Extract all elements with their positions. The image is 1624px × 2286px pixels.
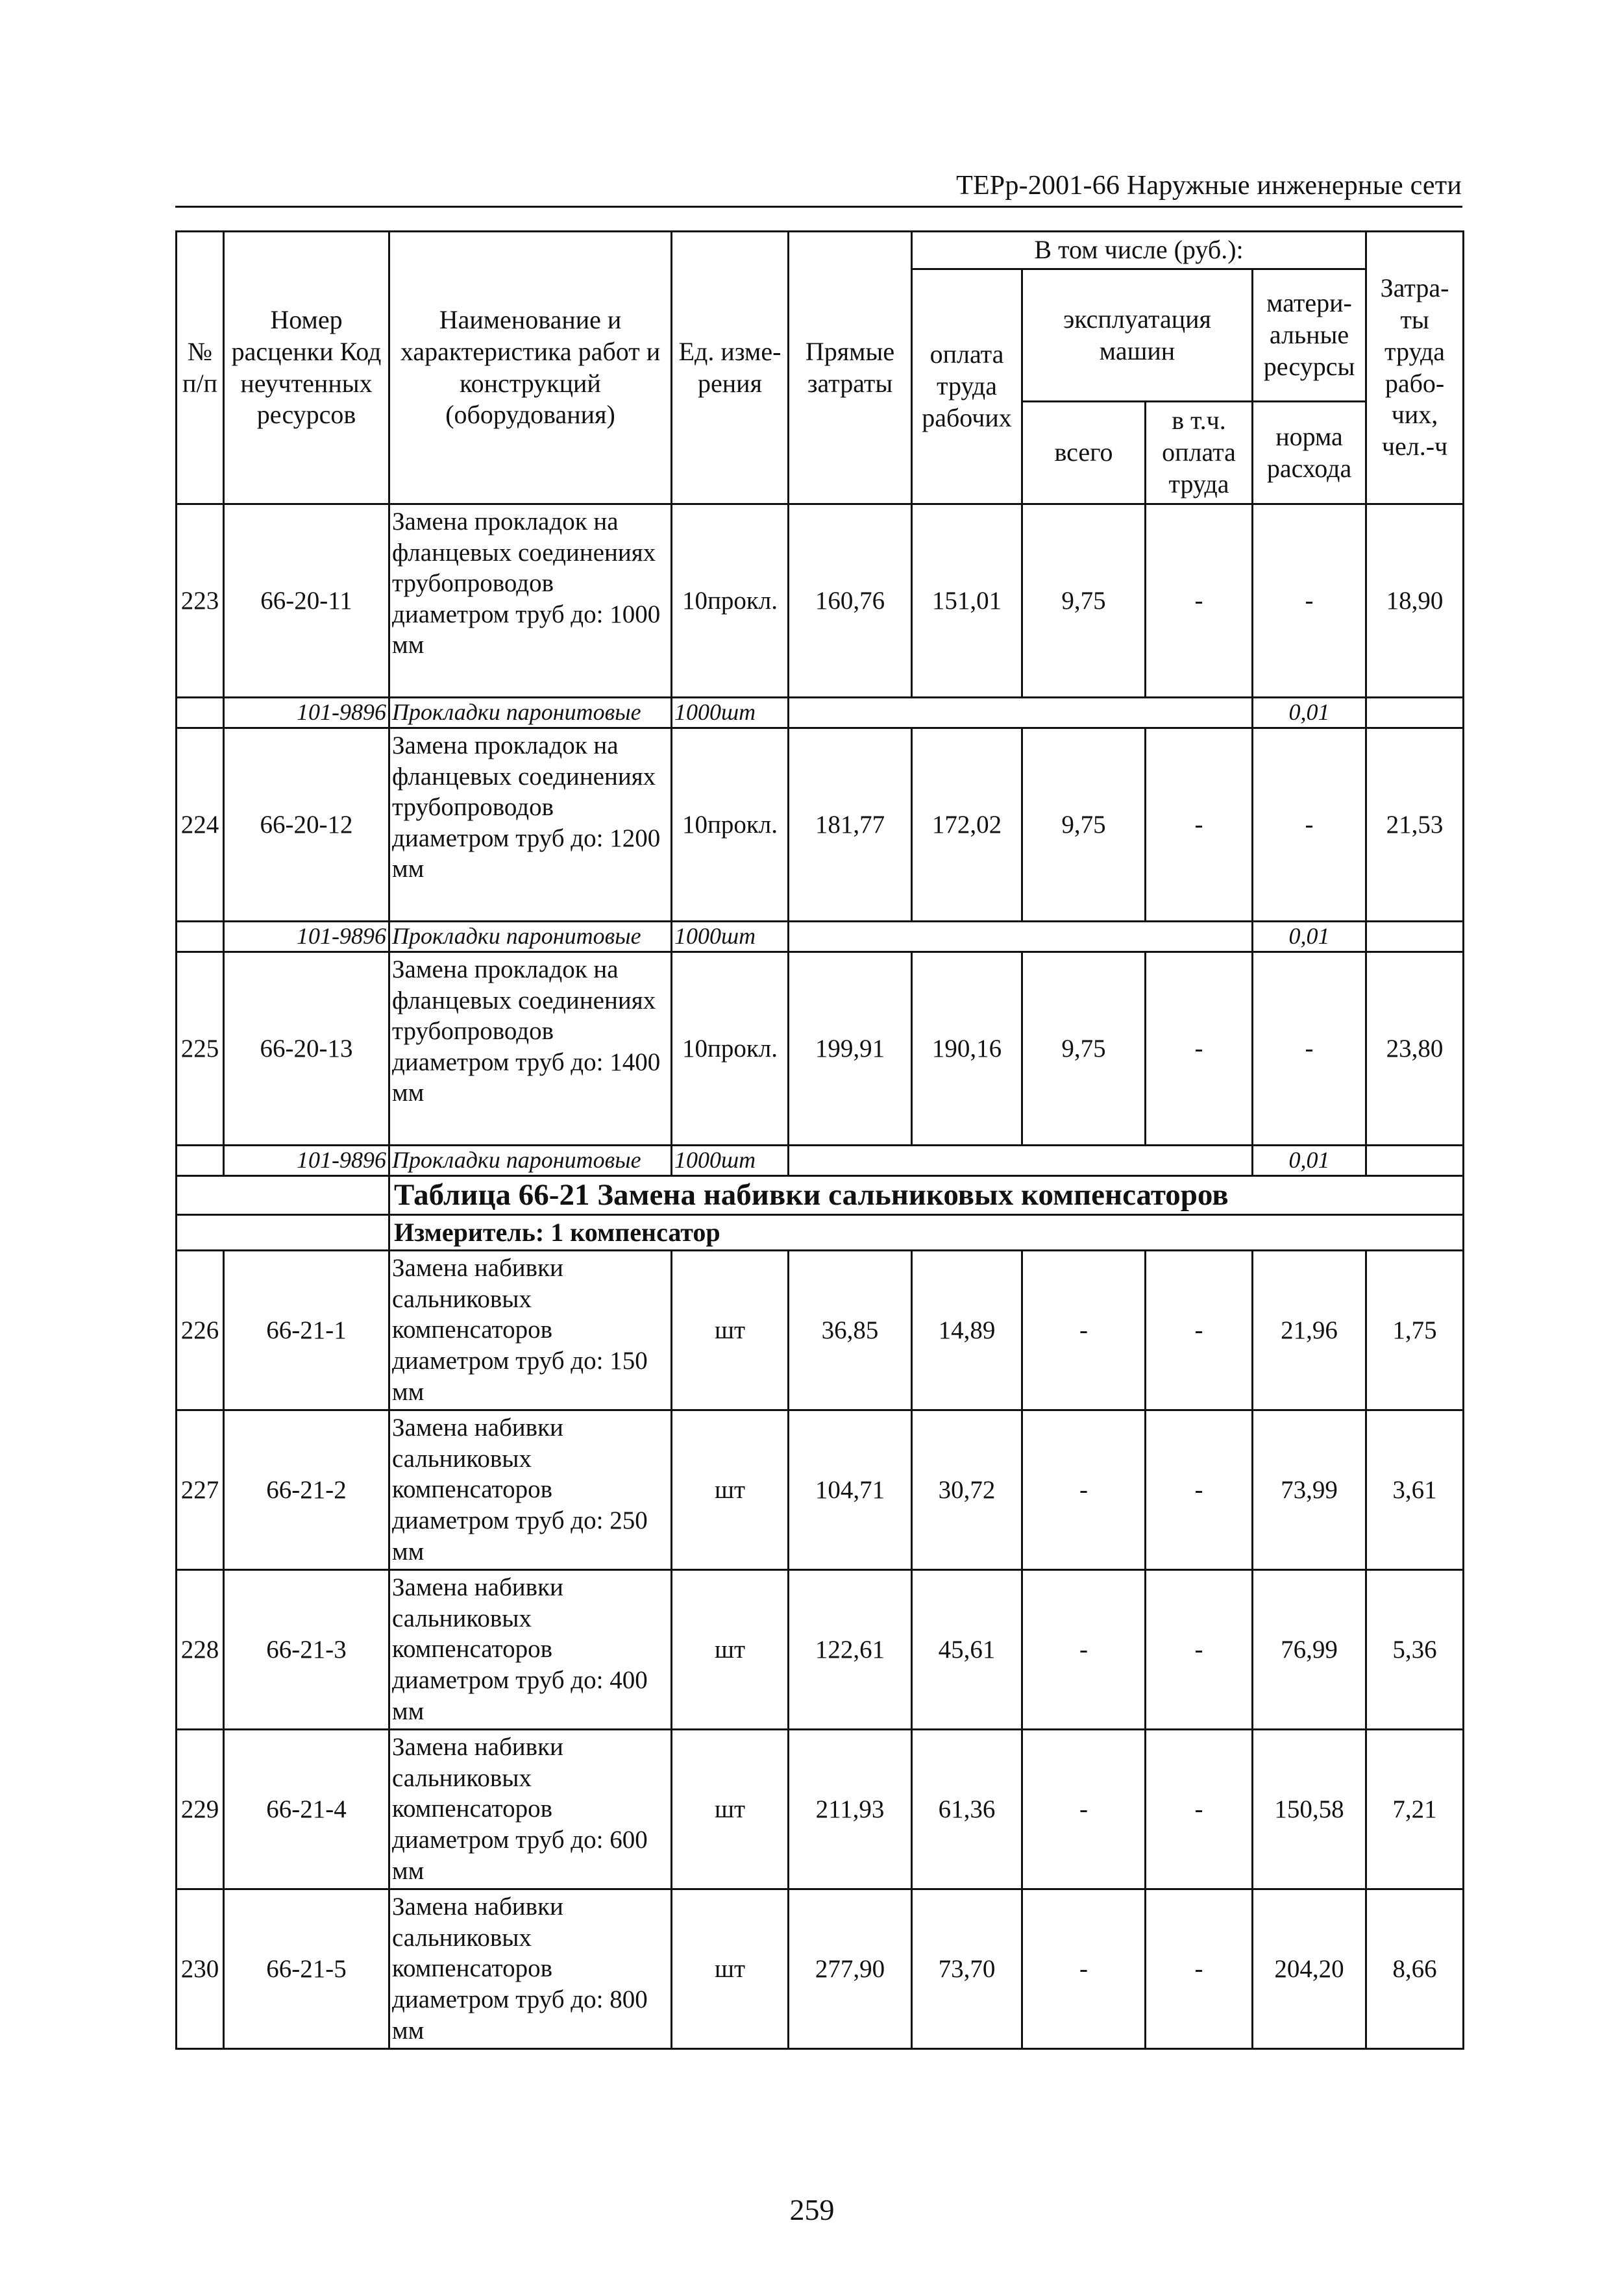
resource-norm: 0,01 [1253, 698, 1366, 728]
row-machines-labor: - [1146, 1570, 1253, 1730]
row-machines-total: 9,75 [1022, 728, 1146, 922]
table-row [177, 1410, 1464, 1570]
row-name: Замена набивки сальниковых компенсаторов диаметром труб до: 600 мм [389, 1730, 672, 1889]
row-machines-labor: - [1146, 728, 1253, 922]
row-name: Замена набивки сальниковых компенсаторов диаметром труб до: 250 мм [389, 1410, 672, 1570]
row-name: Замена набивки сальниковых компенсаторов диаметром труб до: 150 мм [389, 1251, 672, 1410]
row-code: 66-21-1 [224, 1251, 389, 1410]
header-machines-labor: в т.ч. оплата труда [1146, 402, 1253, 504]
row-labor-cost: 7,21 [1366, 1730, 1464, 1889]
resource-num-empty [177, 698, 224, 728]
row-direct: 36,85 [789, 1251, 912, 1410]
row-labor-pay: 172,02 [912, 728, 1022, 922]
row-unit: шт [672, 1251, 789, 1410]
resource-code: 101-9896 [224, 922, 389, 952]
row-name: Замена набивки сальниковых компенсаторов диаметром труб до: 400 мм [389, 1570, 672, 1730]
row-direct: 160,76 [789, 504, 912, 698]
row-machines-total: - [1022, 1730, 1146, 1889]
table-row [177, 728, 1464, 922]
row-labor-cost: 18,90 [1366, 504, 1464, 698]
row-direct: 199,91 [789, 952, 912, 1146]
resource-num-empty [177, 1146, 224, 1176]
row-labor-pay: 73,70 [912, 1889, 1022, 2049]
header-machines: эксплуатация машин [1022, 269, 1253, 402]
table-body [177, 232, 1464, 2049]
resource-name: Прокладки паронитовые [389, 922, 672, 952]
header-labor-cost: Затра- ты труда рабо- чих, чел.-ч [1366, 232, 1464, 504]
resource-empty [789, 922, 1253, 952]
row-machines-labor: - [1146, 952, 1253, 1146]
row-num: 223 [177, 504, 224, 698]
header-machines-total: всего [1022, 402, 1146, 504]
row-unit: 10прокл. [672, 728, 789, 922]
row-labor-pay: 61,36 [912, 1730, 1022, 1889]
resource-empty [789, 1146, 1253, 1176]
row-machines-labor: - [1146, 1251, 1253, 1410]
header-materials: матери- альные ресурсы [1253, 269, 1366, 402]
row-unit: шт [672, 1410, 789, 1570]
running-header: ТЕРр-2001-66 Наружные инженерные сети [956, 171, 1462, 201]
row-num: 225 [177, 952, 224, 1146]
resource-norm: 0,01 [1253, 1146, 1366, 1176]
header-unit: Ед. изме- рения [672, 232, 789, 504]
resource-num-empty [177, 922, 224, 952]
row-num: 230 [177, 1889, 224, 2049]
row-name: Замена набивки сальниковых компенсаторов диаметром труб до: 800 мм [389, 1889, 672, 2049]
row-labor-cost: 5,36 [1366, 1570, 1464, 1730]
row-num: 229 [177, 1730, 224, 1889]
page-number: 259 [789, 2193, 835, 2226]
row-materials: 21,96 [1253, 1251, 1366, 1410]
section-title: Таблица 66-21 Замена набивки сальниковых компенсаторов [389, 1176, 1464, 1215]
section-unit-row [177, 1215, 1464, 1251]
row-name: Замена прокладок на фланцевых соединениях трубопроводов диаметром труб до: 1200 мм [389, 728, 672, 922]
row-materials: 76,99 [1253, 1570, 1366, 1730]
row-unit: шт [672, 1730, 789, 1889]
table-row [177, 1570, 1464, 1730]
row-num: 226 [177, 1251, 224, 1410]
row-direct: 104,71 [789, 1410, 912, 1570]
section-left-empty [177, 1215, 389, 1251]
row-labor-cost: 3,61 [1366, 1410, 1464, 1570]
row-direct: 211,93 [789, 1730, 912, 1889]
row-labor-cost: 8,66 [1366, 1889, 1464, 2049]
row-labor-pay: 14,89 [912, 1251, 1022, 1410]
row-unit: шт [672, 1570, 789, 1730]
resource-row [177, 698, 1464, 728]
table-row [177, 952, 1464, 1146]
row-machines-total: - [1022, 1410, 1146, 1570]
header-name: Наименование и характеристика работ и конструкций (оборудования) [389, 232, 672, 504]
row-code: 66-21-5 [224, 1889, 389, 2049]
row-labor-pay: 190,16 [912, 952, 1022, 1146]
resource-empty [789, 698, 1253, 728]
row-machines-total: 9,75 [1022, 952, 1146, 1146]
resource-unit: 1000шт [672, 698, 789, 728]
table-row [177, 504, 1464, 698]
row-num: 227 [177, 1410, 224, 1570]
resource-name: Прокладки паронитовые [389, 1146, 672, 1176]
rates-table [175, 230, 1464, 2050]
header-code: Номер расценки Код неучтенных ресурсов [224, 232, 389, 504]
row-code: 66-21-4 [224, 1730, 389, 1889]
resource-empty [1366, 922, 1464, 952]
section-unit: Измеритель: 1 компенсатор [389, 1215, 1464, 1251]
row-labor-pay: 45,61 [912, 1570, 1022, 1730]
row-code: 66-20-12 [224, 728, 389, 922]
row-code: 66-21-2 [224, 1410, 389, 1570]
row-name: Замена прокладок на фланцевых соединениях трубопроводов диаметром труб до: 1000 мм [389, 504, 672, 698]
row-direct: 122,61 [789, 1570, 912, 1730]
resource-unit: 1000шт [672, 922, 789, 952]
row-labor-cost: 1,75 [1366, 1251, 1464, 1410]
row-unit: 10прокл. [672, 504, 789, 698]
row-machines-total: - [1022, 1251, 1146, 1410]
table-row [177, 1889, 1464, 2049]
row-labor-cost: 21,53 [1366, 728, 1464, 922]
row-labor-pay: 30,72 [912, 1410, 1022, 1570]
resource-empty [1366, 1146, 1464, 1176]
resource-unit: 1000шт [672, 1146, 789, 1176]
row-code: 66-21-3 [224, 1570, 389, 1730]
section-title-row [177, 1176, 1464, 1215]
row-materials: - [1253, 504, 1366, 698]
header-num: № п/п [177, 232, 224, 504]
row-code: 66-20-13 [224, 952, 389, 1146]
row-labor-cost: 23,80 [1366, 952, 1464, 1146]
row-num: 224 [177, 728, 224, 922]
resource-row [177, 922, 1464, 952]
row-machines-labor: - [1146, 504, 1253, 698]
table-row [177, 1251, 1464, 1410]
resource-name: Прокладки паронитовые [389, 698, 672, 728]
row-labor-pay: 151,01 [912, 504, 1022, 698]
row-machines-total: - [1022, 1889, 1146, 2049]
resource-row [177, 1146, 1464, 1176]
header-including: В том числе (руб.): [912, 232, 1366, 269]
row-materials: - [1253, 952, 1366, 1146]
row-machines-labor: - [1146, 1730, 1253, 1889]
row-machines-labor: - [1146, 1410, 1253, 1570]
row-unit: 10прокл. [672, 952, 789, 1146]
header-labor-pay: оплата труда рабочих [912, 269, 1022, 504]
table-row [177, 1730, 1464, 1889]
row-direct: 277,90 [789, 1889, 912, 2049]
row-num: 228 [177, 1570, 224, 1730]
row-materials: 150,58 [1253, 1730, 1366, 1889]
row-materials: 204,20 [1253, 1889, 1366, 2049]
resource-empty [1366, 698, 1464, 728]
row-materials: - [1253, 728, 1366, 922]
header-materials-norm: норма расхода [1253, 402, 1366, 504]
row-machines-labor: - [1146, 1889, 1253, 2049]
row-machines-total: 9,75 [1022, 504, 1146, 698]
section-left-empty [177, 1176, 389, 1215]
header-rule [175, 206, 1462, 208]
row-direct: 181,77 [789, 728, 912, 922]
row-code: 66-20-11 [224, 504, 389, 698]
row-unit: шт [672, 1889, 789, 2049]
resource-code: 101-9896 [224, 698, 389, 728]
resource-code: 101-9896 [224, 1146, 389, 1176]
resource-norm: 0,01 [1253, 922, 1366, 952]
header-direct: Прямые затраты [789, 232, 912, 504]
row-name: Замена прокладок на фланцевых соединениях трубопроводов диаметром труб до: 1400 мм [389, 952, 672, 1146]
row-materials: 73,99 [1253, 1410, 1366, 1570]
row-machines-total: - [1022, 1570, 1146, 1730]
